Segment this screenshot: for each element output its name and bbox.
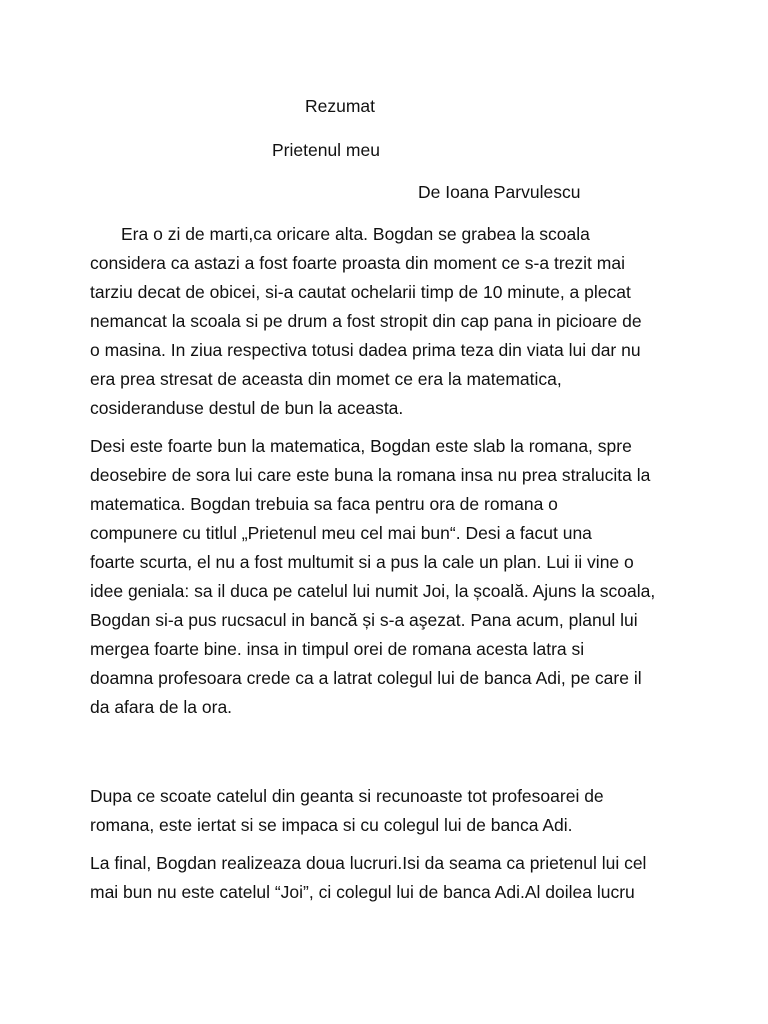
paragraph-2 — [90, 432, 690, 722]
text-line: cosideranduse destul de bun la aceasta. — [90, 398, 404, 418]
text-line: deosebire de sora lui care este buna la romana insa nu prea stralucita la — [90, 465, 651, 485]
text-line: doamna profesoara crede ca a latrat colegul lui de banca Adi, pe care il — [90, 668, 642, 688]
text-line: romana, este iertat si se impaca si cu colegul lui de banca Adi. — [90, 815, 573, 835]
text-line: da afara de la ora. — [90, 697, 233, 717]
document-body — [90, 220, 690, 907]
text-line: considera ca astazi a fost foarte proasta din moment ce s-a trezit mai — [90, 253, 625, 273]
paragraph-3 — [90, 782, 690, 840]
text-line: mai bun nu este catelul “Joi”, ci colegul lui de banca Adi.Al doilea lucru — [90, 882, 635, 902]
text-line: Bogdan si-a pus rucsacul in bancă și s-a aşezat. Pana acum, planul lui — [90, 610, 638, 630]
text-line: foarte scurta, el nu a fost multumit si a pus la cale un plan. Lui ii vine o — [90, 552, 634, 572]
paragraph-1 — [90, 220, 690, 423]
text-line: era prea stresat de aceasta din momet ce era la matematica, — [90, 369, 562, 389]
document-title: Rezumat — [305, 96, 376, 116]
text-line: matematica. Bogdan trebuia sa faca pentru ora de romana o — [90, 494, 558, 514]
text-line: Dupa ce scoate catelul din geanta si recunoaste tot profesoarei de — [90, 786, 604, 806]
document-subtitle: Prietenul meu — [272, 140, 380, 160]
text-line: compunere cu titlul „Prietenul meu cel mai bun“. Desi a facut una — [90, 523, 592, 543]
text-line: La final, Bogdan realizeaza doua lucruri.Isi da seama ca prietenul lui cel — [90, 853, 647, 873]
text-line: o masina. In ziua respectiva totusi dadea prima teza din viata lui dar nu — [90, 340, 641, 360]
text-line: mergea foarte bine. insa in timpul orei de romana acesta latra si — [90, 639, 585, 659]
text-line: tarziu decat de obicei, si-a cautat ochelarii timp de 10 minute, a plecat — [90, 282, 631, 302]
text-line: Desi este foarte bun la matematica, Bogdan este slab la romana, spre — [90, 436, 632, 456]
text-line: nemancat la scoala si pe drum a fost stropit din cap pana in picioare de — [90, 311, 642, 331]
document-author: De Ioana Parvulescu — [418, 182, 581, 202]
text-line: Era o zi de marti,ca oricare alta. Bogdan se grabea la scoala — [121, 224, 590, 244]
paragraph-4 — [90, 849, 690, 907]
text-line: idee geniala: sa il duca pe catelul lui numit Joi, la școală. Ajuns la scoala, — [90, 581, 656, 601]
